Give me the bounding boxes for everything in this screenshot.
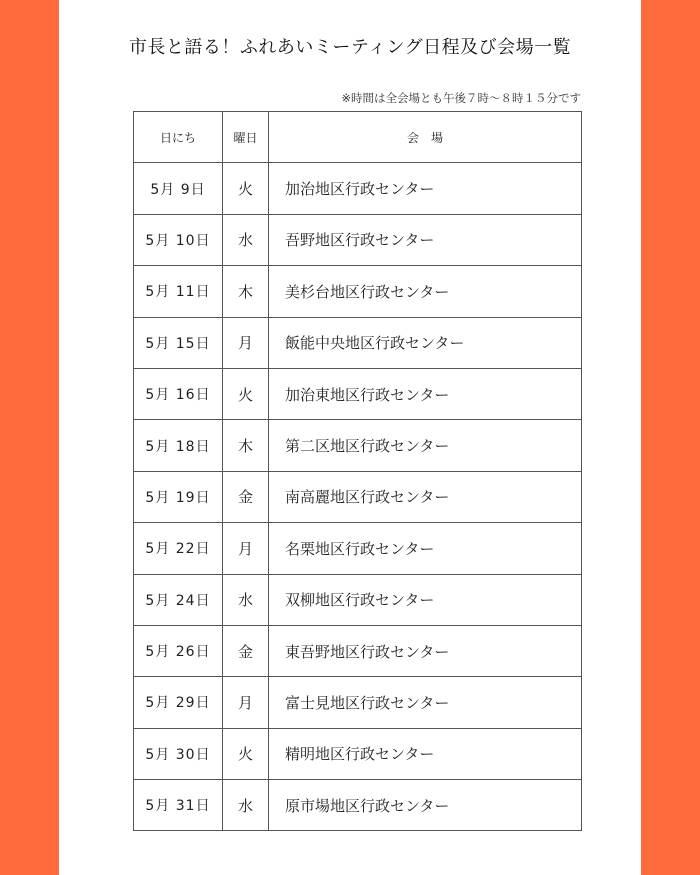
cell-day: 金 <box>223 471 269 522</box>
cell-date: 5月 26日 <box>134 625 223 676</box>
cell-venue: 吾野地区行政センター <box>269 214 582 265</box>
cell-date: 5月 16日 <box>134 368 223 419</box>
table-header-row <box>134 112 582 163</box>
cell-venue: 南高麗地区行政センター <box>269 471 582 522</box>
document-title: 市長と語る！ふれあいミーティング日程及び会場一覧 <box>128 37 572 58</box>
table-row <box>134 780 582 831</box>
cell-date: 5月 11日 <box>134 266 223 317</box>
table-row <box>134 574 582 625</box>
table-row <box>134 163 582 214</box>
table-row <box>134 420 582 471</box>
cell-date: 5月 29日 <box>134 677 223 728</box>
time-note: ※時間は全会場とも午後７時〜８時１５分です <box>341 91 581 105</box>
cell-date: 5月 19日 <box>134 471 223 522</box>
table-row <box>134 523 582 574</box>
cell-day: 水 <box>223 214 269 265</box>
cell-venue: 飯能中央地区行政センター <box>269 317 582 368</box>
header-day: 曜日 <box>223 112 269 163</box>
cell-day: 月 <box>223 523 269 574</box>
cell-day: 火 <box>223 368 269 419</box>
header-venue: 会 場 <box>269 112 582 163</box>
table-row <box>134 728 582 779</box>
table-row <box>134 471 582 522</box>
table-row <box>134 317 582 368</box>
table-row <box>134 368 582 419</box>
cell-day: 水 <box>223 780 269 831</box>
cell-day: 月 <box>223 317 269 368</box>
cell-day: 金 <box>223 625 269 676</box>
table-row <box>134 214 582 265</box>
document-sheet <box>59 0 641 875</box>
cell-date: 5月 10日 <box>134 214 223 265</box>
header-date: 日にち <box>134 112 223 163</box>
table-row <box>134 625 582 676</box>
cell-date: 5月 30日 <box>134 728 223 779</box>
cell-day: 火 <box>223 728 269 779</box>
cell-venue: 精明地区行政センター <box>269 728 582 779</box>
cell-date: 5月 18日 <box>134 420 223 471</box>
cell-day: 水 <box>223 574 269 625</box>
cell-venue: 美杉台地区行政センター <box>269 266 582 317</box>
cell-venue: 第二区地区行政センター <box>269 420 582 471</box>
cell-date: 5月 15日 <box>134 317 223 368</box>
cell-venue: 加治東地区行政センター <box>269 368 582 419</box>
cell-day: 火 <box>223 163 269 214</box>
cell-venue: 名栗地区行政センター <box>269 523 582 574</box>
cell-venue: 東吾野地区行政センター <box>269 625 582 676</box>
cell-date: 5月 24日 <box>134 574 223 625</box>
cell-day: 木 <box>223 420 269 471</box>
cell-venue: 加治地区行政センター <box>269 163 582 214</box>
cell-venue: 富士見地区行政センター <box>269 677 582 728</box>
cell-date: 5月 31日 <box>134 780 223 831</box>
schedule-table <box>133 111 582 831</box>
cell-venue: 原市場地区行政センター <box>269 780 582 831</box>
cell-date: 5月 22日 <box>134 523 223 574</box>
table-row <box>134 677 582 728</box>
cell-day: 月 <box>223 677 269 728</box>
cell-day: 木 <box>223 266 269 317</box>
cell-venue: 双柳地区行政センター <box>269 574 582 625</box>
table-row <box>134 266 582 317</box>
cell-date: 5月 9日 <box>134 163 223 214</box>
